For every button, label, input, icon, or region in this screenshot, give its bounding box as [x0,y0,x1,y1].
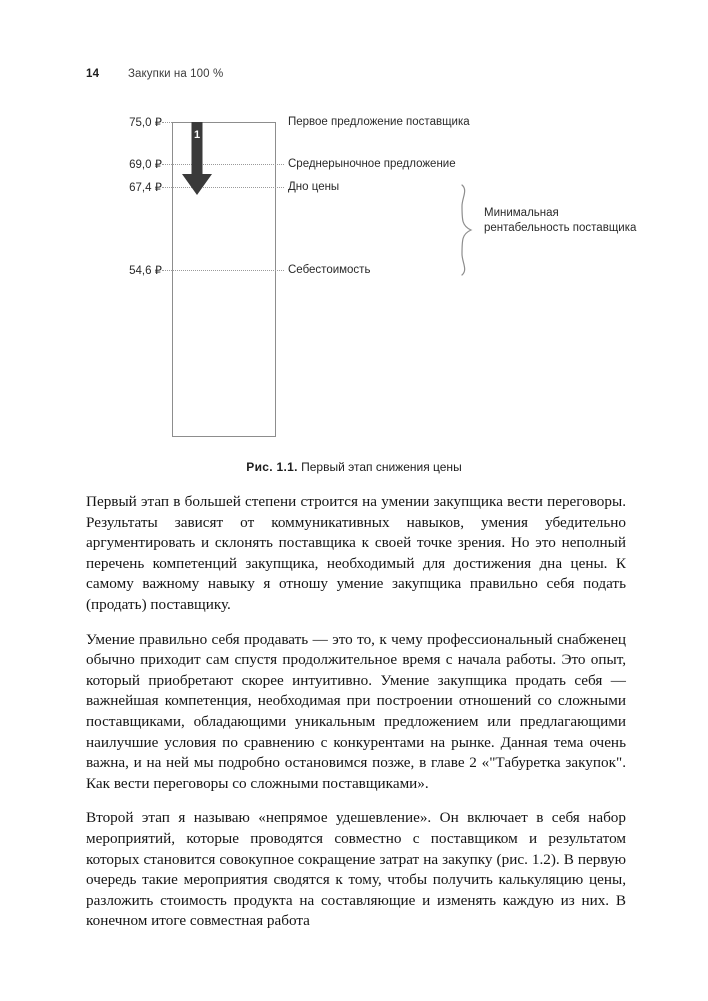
series-label-first-offer: Первое предложение поставщика [288,116,470,128]
body-text [86,492,626,932]
value-label-first-offer: 75,0 ₽ [129,117,162,129]
arrow-step-number: 1 [193,129,201,141]
figure-caption [0,460,708,474]
series-label-average-market: Среднерыночное предложение [288,158,456,170]
profitability-brace [458,184,478,276]
figure-caption-text: Первый этап снижения цены [301,460,462,474]
price-reduction-arrow [181,122,213,202]
series-label-price-floor: Дно цены [288,181,340,193]
curly-brace-icon [458,184,478,276]
value-label-cost-price: 54,6 ₽ [129,265,162,277]
paragraph: Умение правильно себя продавать — это то, к чему профессиональный снабженец обычно приходит сам спустя продолжительное время с начала работы. Это опыт, который приобретают скорее интуитивно. Умение закупщика продать себя — важнейшая компетенция, необходимая при построении отношений со сложными поставщиками, обладающими уникальным предложением или предлагающими наилучшие условия по сравнению с конкурентами на рынке. Данная тема очень важна, и на ней мы подробно остановимся позже, в главе 2 «"Табуретка закупок". Как вести переговоры со сложными поставщиками». [86,630,626,792]
tick-stub-price-floor [162,187,172,188]
tick-stub-average-market [162,164,172,165]
running-head [86,68,626,86]
tick-stub-cost-price [162,270,172,271]
value-label-average-market: 69,0 ₽ [129,159,162,171]
brace-caption: Минимальная рентабельность поставщика [484,207,637,234]
gridline-cost-price [172,270,284,271]
page-number: 14 [86,68,100,80]
paragraph: Первый этап в большей степени строится на умении закупщика вести переговоры. Результаты зависят от коммуникативных навыков, умения убедительно аргументировать и склонять поставщика к своей точке зрения. Но это неполный перечень компетенций закупщика, необходимый для достижения дна цены. К самому важному навыку я отношу умение закупщика правильно себя подать (продать) поставщику. [86,493,626,613]
paragraph: Второй этап я называю «непрямое удешевление». Он включает в себя набор мероприятий, которые проводятся совместно с поставщиком и результатом которых становится совокупное сокращение затрат на закупку (рис. 1.2). В первую очередь такие мероприятия сводятся к тому, чтобы получить калькуляцию цены, разложить стоимость продукта на составляющие и изменять каждую из них. В конечном итоге совместная работа [86,809,626,930]
value-label-price-floor: 67,4 ₽ [129,182,162,194]
tick-stub-first-offer [162,122,172,123]
book-title: Закупки на 100 % [128,68,224,80]
series-label-cost-price: Себестоимость [288,264,371,276]
figure-price-reduction-chart [0,108,708,474]
figure-caption-number: Рис. 1.1. [246,460,298,474]
